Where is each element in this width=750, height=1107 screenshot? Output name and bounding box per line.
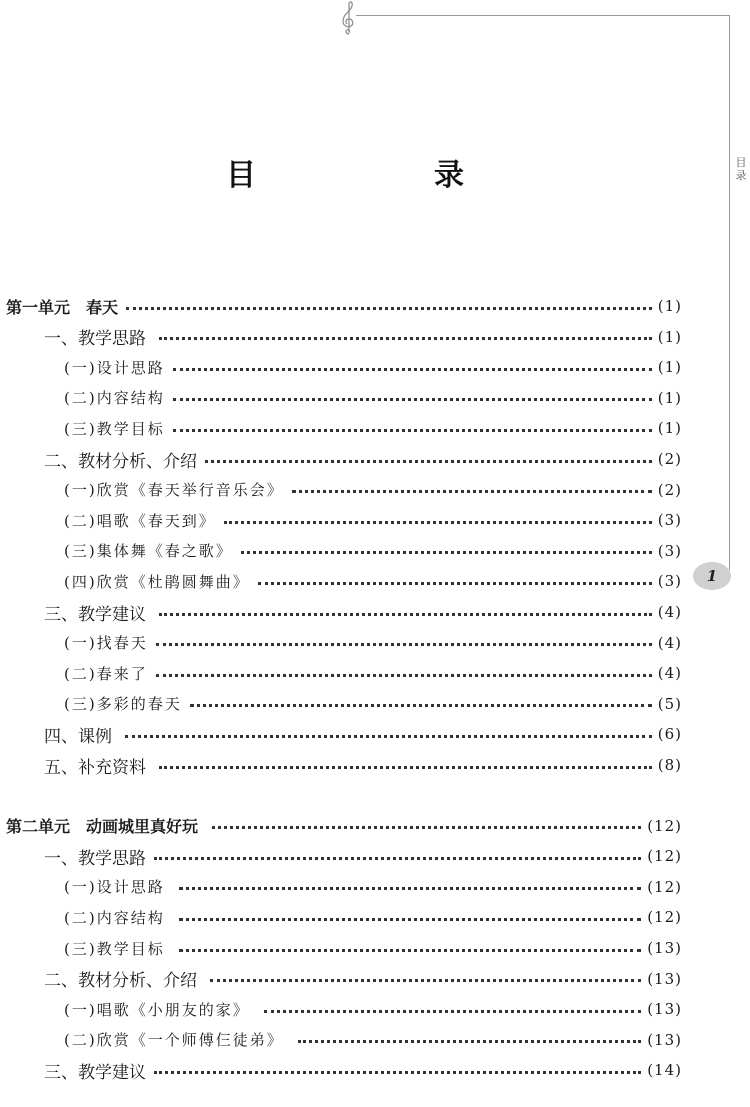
toc-entry-page: (8)	[657, 756, 682, 774]
dot-leader	[190, 704, 652, 707]
toc-entry[interactable]	[44, 1055, 682, 1085]
page-number-badge: 1	[693, 562, 731, 590]
toc-entry[interactable]	[64, 628, 682, 658]
dot-leader	[156, 674, 652, 677]
dot-leader	[224, 521, 652, 524]
toc-entry-title: (一)唱歌《小朋友的家》	[64, 1000, 257, 1019]
dot-leader	[179, 887, 641, 890]
dot-leader	[264, 1010, 641, 1013]
toc-entry-title: 三、教学建议	[44, 604, 152, 625]
toc-entry-page: (5)	[657, 694, 682, 713]
dot-leader	[154, 1071, 641, 1074]
toc-entry[interactable]	[64, 689, 682, 719]
toc-entry-title: 第二单元 动画城里真好玩	[6, 817, 204, 837]
dot-leader	[173, 429, 652, 432]
toc-entry[interactable]	[64, 872, 682, 902]
toc-entry[interactable]	[44, 444, 682, 474]
toc-entry-title: (一)设计思路	[64, 878, 172, 897]
toc-entry-page: (6)	[657, 725, 682, 744]
toc-entry-page: (2)	[657, 480, 682, 499]
dot-leader	[292, 490, 652, 493]
toc-entry[interactable]	[64, 566, 682, 596]
page-title: 目 录	[226, 158, 538, 193]
toc-entry-page: (2)	[657, 450, 682, 468]
toc-entry-title: (二)欣赏《一个师傅仨徒弟》	[64, 1031, 291, 1050]
toc-entry[interactable]	[64, 352, 682, 382]
toc-entry-page: (1)	[657, 297, 682, 315]
toc-entry-page: (3)	[657, 511, 682, 530]
toc-entry-page: (4)	[657, 633, 682, 652]
toc-entry[interactable]	[6, 811, 682, 841]
toc-entry[interactable]	[64, 933, 682, 963]
toc-entry-page: (4)	[657, 603, 682, 621]
dot-leader	[125, 735, 651, 738]
toc-entry-page: (13)	[647, 1000, 682, 1019]
toc-entry[interactable]	[44, 750, 682, 780]
dot-leader	[159, 766, 651, 769]
toc-entry-title: (一)找春天	[64, 634, 148, 653]
toc-entry[interactable]	[64, 383, 682, 413]
toc-entry-page: (1)	[657, 419, 682, 438]
toc-entry[interactable]	[44, 719, 682, 749]
toc-entry-page: (12)	[647, 816, 682, 835]
toc-entry-page: (12)	[647, 877, 682, 896]
treble-clef-icon	[336, 0, 360, 36]
dot-leader	[159, 337, 651, 340]
toc-entry[interactable]	[44, 322, 682, 352]
toc-entry-title: 第一单元 春天	[6, 297, 119, 317]
toc-entry[interactable]	[64, 475, 682, 505]
toc-entry-title: (二)内容结构	[64, 389, 165, 408]
toc-entry[interactable]	[64, 902, 682, 932]
dot-leader	[126, 307, 652, 310]
dot-leader	[210, 979, 641, 982]
toc-entry-page: (13)	[647, 1030, 682, 1049]
dot-leader	[159, 613, 651, 616]
toc-entry-title: (一)欣赏《春天举行音乐会》	[64, 481, 284, 500]
toc-entry-title: 一、教学思路	[44, 848, 146, 869]
toc-entry-title: 三、教学建议	[44, 1062, 146, 1083]
toc-entry-title: (二)内容结构	[64, 908, 172, 927]
toc-entry-title: 二、教材分析、介绍	[44, 451, 197, 472]
toc-entry[interactable]	[6, 291, 682, 321]
toc-entry[interactable]	[44, 964, 682, 994]
toc-entry-title: 四、课例	[44, 726, 118, 747]
frame-top-line	[356, 15, 730, 16]
toc-entry-title: (一)设计思路	[64, 358, 165, 377]
dot-leader	[173, 398, 652, 401]
dot-leader	[298, 1040, 641, 1043]
toc-entry[interactable]	[44, 841, 682, 871]
dot-leader	[156, 643, 652, 646]
toc-entry-title: (三)多彩的春天	[64, 695, 182, 714]
toc-entry-title: (二)春来了	[64, 664, 148, 683]
dot-leader	[212, 826, 642, 829]
toc-entry-title: (三)集体舞《春之歌》	[64, 542, 233, 561]
toc-entry-page: (14)	[647, 1061, 682, 1080]
toc-entry-title: (三)教学目标	[64, 939, 172, 958]
toc-entry-title: 一、教学思路	[44, 329, 152, 350]
toc-entry-page: (12)	[647, 847, 682, 866]
dot-leader	[241, 551, 652, 554]
toc-entry[interactable]	[64, 658, 682, 688]
toc-entry[interactable]	[64, 1025, 682, 1055]
toc-entry-page: (3)	[657, 572, 682, 591]
toc-entry-page: (13)	[647, 939, 682, 957]
toc-entry-page: (4)	[657, 664, 682, 683]
toc-entry-title: (二)唱歌《春天到》	[64, 511, 216, 530]
toc-entry-page: (1)	[657, 388, 682, 407]
toc-entry[interactable]	[64, 505, 682, 535]
dot-leader	[179, 918, 641, 921]
toc-entry-title: (四)欣赏《杜鹃圆舞曲》	[64, 572, 250, 591]
toc-entry-page: (3)	[657, 541, 682, 560]
toc-entry[interactable]	[64, 994, 682, 1024]
toc-entry-page: (12)	[647, 908, 682, 927]
toc-entry[interactable]	[44, 597, 682, 627]
dot-leader	[154, 857, 641, 860]
toc-entry-title: 二、教材分析、介绍	[44, 971, 203, 992]
frame-right-line	[729, 15, 730, 570]
toc-entry-page: (1)	[657, 358, 682, 377]
toc-entry-title: (三)教学目标	[64, 419, 165, 438]
dot-leader	[173, 368, 652, 371]
toc-entry[interactable]	[64, 536, 682, 566]
toc-entry[interactable]	[64, 413, 682, 443]
dot-leader	[205, 460, 652, 463]
dot-leader	[258, 582, 652, 585]
toc-entry-page: (1)	[657, 327, 682, 346]
toc-entry-page: (13)	[647, 969, 682, 988]
toc-entry-title: 五、补充资料	[44, 757, 152, 778]
side-section-label: 目录	[735, 156, 747, 182]
dot-leader	[179, 949, 641, 952]
